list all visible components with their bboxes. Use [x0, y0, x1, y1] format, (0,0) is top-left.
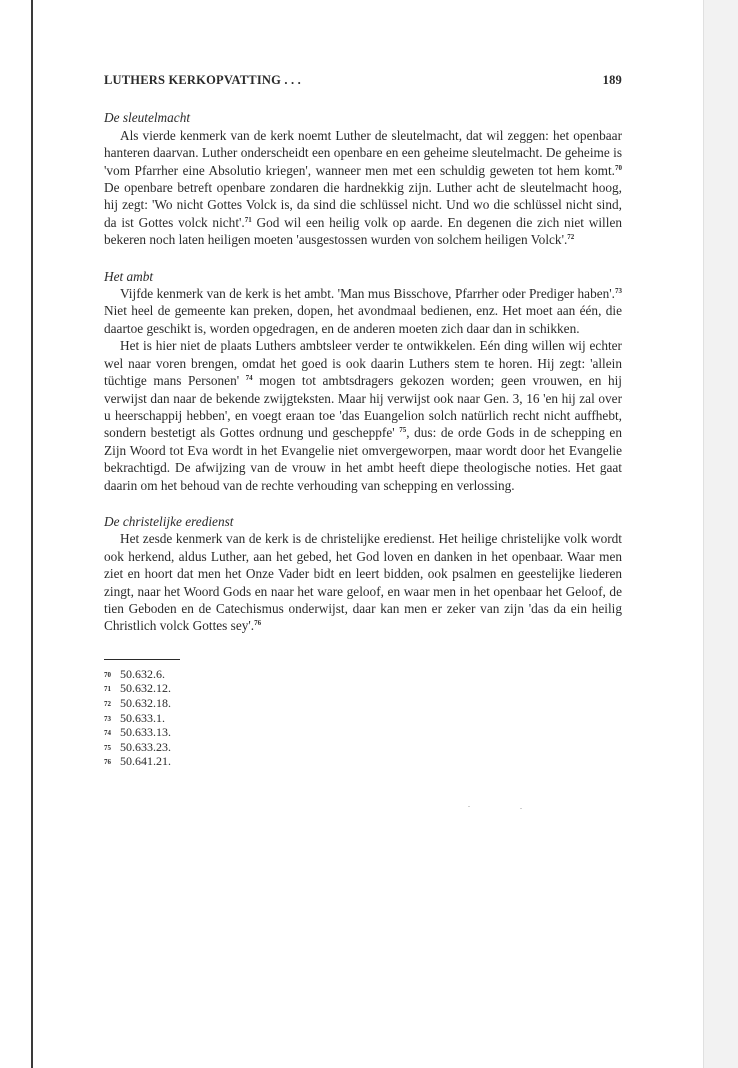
body-content [104, 109, 622, 634]
paragraph: Het zesde kenmerk van de kerk is de christelijke eredienst. Het heilige christelijke volk wordt ook herkend, aldus Luther, aan het gebed, het God loven en danken in het openbaar. Waar men ziet en hoort dat men het Onze Vader bidt en leert bidden, ook psalmen en geestelijke liederen zingt, naar het Woord Gods en naar het ware geloof, en waar men in het openbaar het Geloof, de tien Geboden en de Catechismus onderwijst, daar kan men er zeker van zijn 'das da ein heilig Christlich volck Gottes sey'.$^{76}$ [104, 531, 622, 634]
footnote-number: 74 [104, 729, 111, 738]
footnote [104, 682, 622, 697]
footnote-reference: 50.632.6. [120, 666, 165, 681]
paragraph: Het is hier niet de plaats Luthers ambtsleer verder te ontwikkelen. Eén ding willen wij echter wel naar voren brengen, omdat het goed is ook daarin Luthers stem te horen. Hij zegt: 'allein tüchtige mans Personen' $^{74}$ mogen tot ambtsdragers gekozen worden; geen vrouwen, en hij verwijst dan naar de bekende zwijgteksten. Maar hij verwijst ook naar Gen. 3, 16 'en hij zal over u heerschappij hebben', en voegt eraan toe 'das Euangelion solch natürlich recht nicht auffhebt, sondern bestetigt als Gottes ordnung und gescheppfe' $^{75}$, dus: de orde Gods in de schepping en Zijn Woord tot Eva wordt in het Evangelie niet omvergeworpen, maar wordt door het Evangelie bekrachtigd. De afwijzing van de vrouw in het ambt heeft diepe theologische noties. Het gaat daarin om het behoud van de rechte verhouding van schepping en verlossing. [104, 338, 623, 493]
paragraph: Als vierde kenmerk van de kerk noemt Luther de sleutelmacht, dat wil zeggen: het openbaar hanteren daarvan. Luther onderscheidt een openbare en een geheime sleutelmacht. De geheime is 'vom Pfarrher eine Absolutio kriegen', wanneer men met een schuldig geweten tot hem komt.$^{70}$ De openbare betreft openbare zondaren die hardnekkig zijn. Luther acht de sleutelmacht hoog, hij zegt: 'Wo nicht Gottes Volck is, da sind die schlüssel nicht. Und wo die schlüssel nicht sind, da ist Gottes volck nicht'.$^{71}$ God wil een heilig volk op aarde. En degenen die zich niet willen bekeren noch laten heiligen moeten 'ausgestossen wurden von solchem heiligen Volck'.$^{72}$ [104, 127, 622, 248]
scan-edge-left [31, 0, 33, 1068]
footnote-number: 71 [104, 685, 111, 694]
footnote [104, 668, 622, 683]
section-title: De sleutelmacht [104, 110, 191, 126]
footnote-reference: 50.632.18. [120, 695, 171, 710]
scan-speck [520, 808, 522, 809]
footnote-marker: 74 [245, 374, 253, 383]
footnote-number: 75 [104, 743, 111, 752]
footnote-reference: 50.633.23. [120, 739, 171, 754]
running-title: LUTHERS KERKOPVATTING . . . [104, 73, 301, 87]
footnote-reference: 50.632.12. [120, 681, 171, 696]
footnote-number: 73 [104, 714, 111, 723]
footnote-number: 70 [104, 670, 111, 679]
section-title: Het ambt [104, 268, 154, 284]
footnote-marker: 73 [615, 287, 622, 296]
scan-edge-right [703, 0, 738, 1068]
footnote-marker: 70 [615, 163, 622, 172]
footnote [104, 741, 622, 756]
footnote-marker: 75 [399, 426, 407, 435]
footnote-reference: 50.633.13. [120, 725, 171, 740]
footnote-reference: 50.633.1. [120, 710, 165, 725]
footnote [104, 726, 622, 741]
footnote-marker: 72 [567, 233, 575, 242]
footnote [104, 697, 622, 712]
scan-speck [468, 806, 470, 807]
footnote [104, 712, 622, 727]
footnote-number: 72 [104, 699, 111, 708]
section [104, 109, 622, 248]
footnote-marker: 71 [244, 215, 252, 224]
paragraph: Vijfde kenmerk van de kerk is het ambt. 'Man mus Bisschove, Pfarrher oder Prediger haben'.$^{73}$ Niet heel de gemeente kan preken, dopen, het avondmaal bedienen, enz. Het moet aan één, die daartoe geschikt is, worden opgedragen, en de anderen moeten zich daar dan in schikken. [104, 286, 622, 336]
page [104, 72, 622, 770]
footnotes [104, 668, 622, 770]
footnote [104, 755, 622, 770]
section-title: De christelijke eredienst [104, 513, 234, 529]
footnote-number: 76 [104, 758, 111, 767]
section [104, 513, 622, 635]
running-head [104, 72, 622, 89]
footnote-marker: 76 [254, 619, 262, 628]
footnote-rule [104, 659, 180, 660]
section [104, 268, 622, 494]
page-number: 189 [602, 73, 622, 87]
footnote-reference: 50.641.21. [120, 754, 171, 769]
